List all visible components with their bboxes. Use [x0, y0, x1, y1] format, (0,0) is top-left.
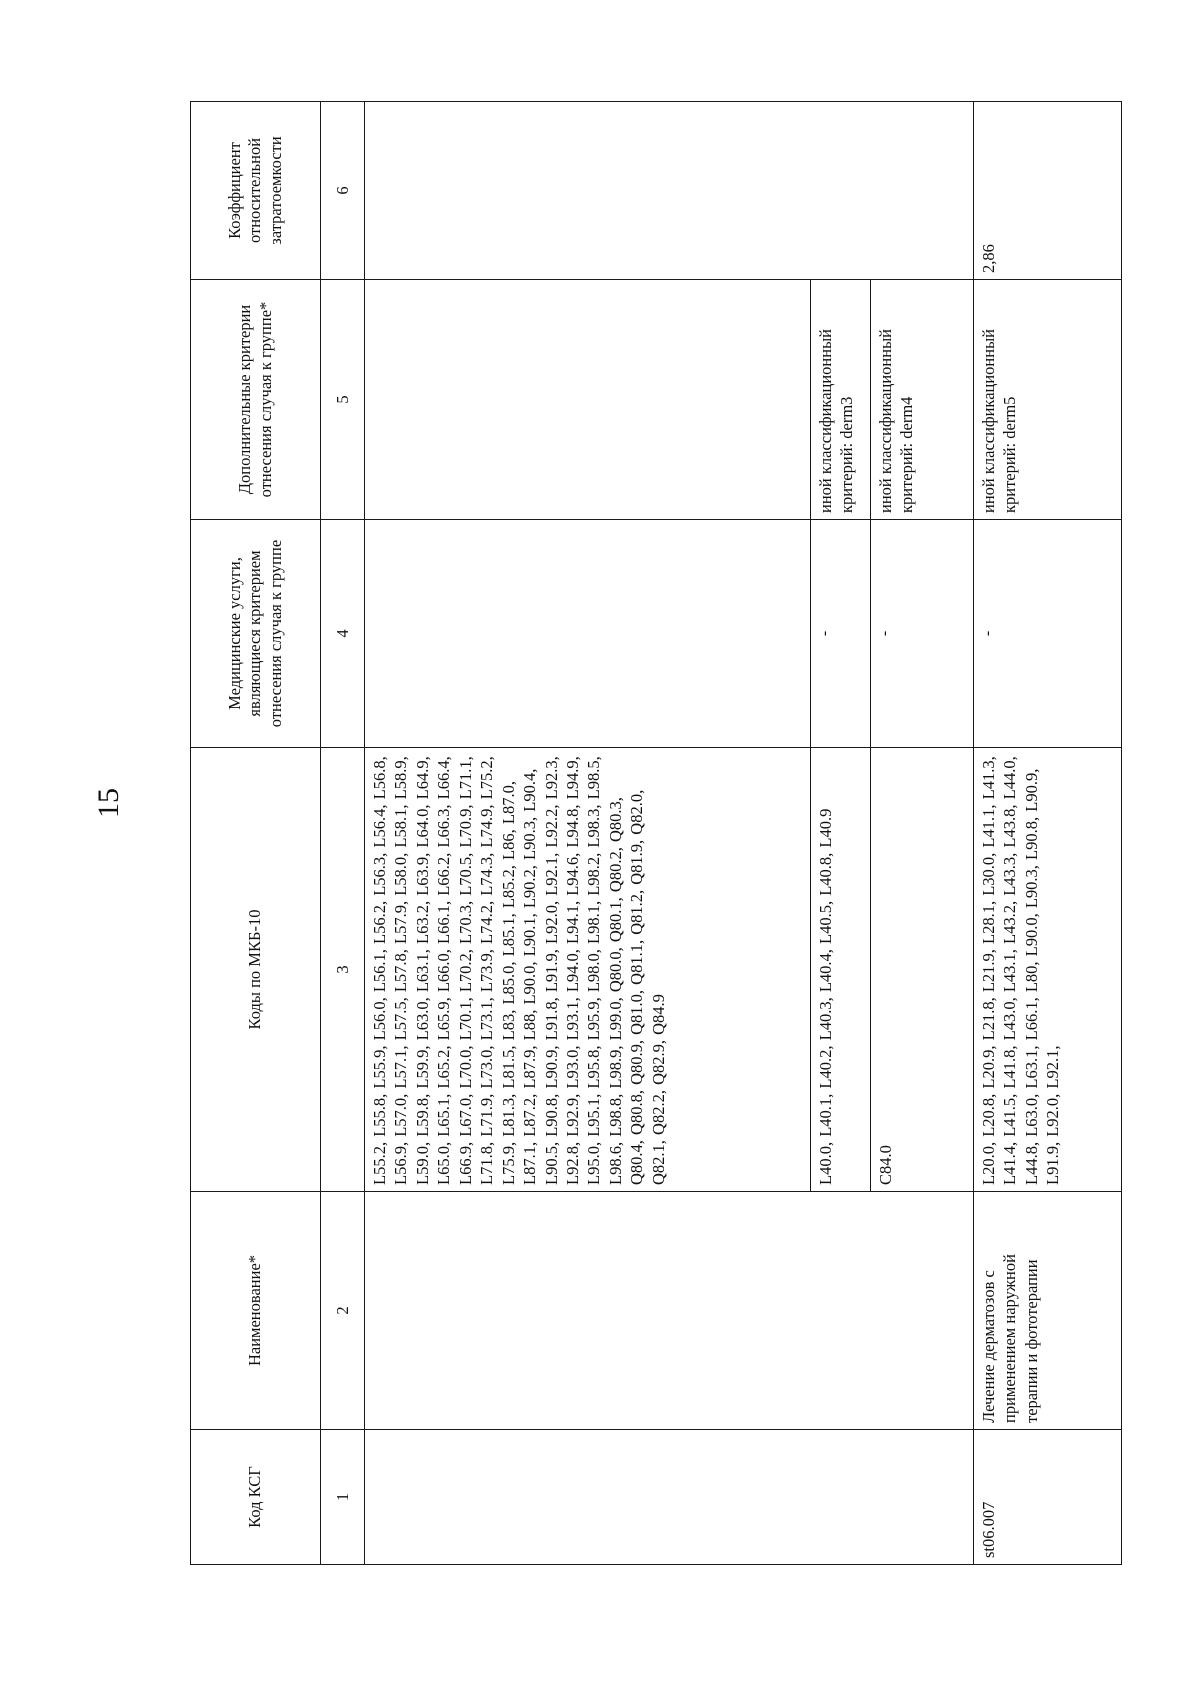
header-additional-criteria: Дополнительные критерии отнесения случая к группе*	[191, 280, 321, 520]
table-row	[974, 102, 1122, 1565]
header-ksg-code: Код КСГ	[191, 1430, 321, 1565]
ksg-code-cell	[365, 1430, 974, 1565]
column-number: 3	[321, 748, 365, 1192]
services-cell: -	[974, 520, 1122, 748]
rotated-table-wrapper	[190, 102, 1121, 1565]
ksg-table	[190, 101, 1122, 1565]
services-cell	[365, 520, 811, 748]
column-number: 1	[321, 1430, 365, 1565]
coefficient-cell	[365, 102, 974, 280]
column-number: 4	[321, 520, 365, 748]
icd-codes-cell: L55.2, L55.8, L55.9, L56.0, L56.1, L56.2, L56.3, L56.4, L56.8, L56.9, L57.0, L57.1, L57.5, L57.8, L57.9, L58.0, L58.1, L58.9, L59.0, L59.8, L59.9, L63.0, L63.1, L63.2, L63.9, L64.0, L64.9, L65.0, L65.1, L65.2, L65.9, L66.0, L66.1, L66.2, L66.3, L66.4, L66.9, L67.0, L70.0, L70.1, L70.2, L70.3, L70.5, L70.9, L71.1, L71.8, L71.9, L73.0, L73.1, L73.9, L74.2, L74.3, L74.9, L75.2, L75.9, L81.3, L81.5, L83, L85.0, L85.1, L85.2, L86, L87.0, L87.1, L87.2, L87.9, L88, L90.0, L90.1, L90.2, L90.3, L90.4, L90.5, L90.8, L90.9, L91.8, L91.9, L92.0, L92.1, L92.2, L92.3, L92.8, L92.9, L93.0, L93.1, L94.0, L94.1, L94.6, L94.8, L94.9, L95.0, L95.1, L95.8, L95.9, L98.0, L98.1, L98.2, L98.3, L98.5, L98.6, L98.8, L98.9, L99.0, Q80.0, Q80.1, Q80.2, Q80.3, Q80.4, Q80.8, Q80.9, Q81.0, Q81.1, Q81.2, Q81.9, Q82.0, Q82.1, Q82.2, Q82.9, Q84.9	[365, 748, 811, 1192]
services-cell: -	[811, 520, 871, 748]
icd-codes-cell: L40.0, L40.1, L40.2, L40.3, L40.4, L40.5, L40.8, L40.9	[811, 748, 871, 1192]
column-number: 2	[321, 1192, 365, 1430]
name-cell	[365, 1192, 974, 1430]
header-coefficient: Коэффициент относительной затратоемкости	[191, 102, 321, 280]
header-name: Наименование*	[191, 1192, 321, 1430]
icd-codes-cell: L20.0, L20.8, L20.9, L21.8, L21.9, L28.1, L30.0, L41.1, L41.3, L41.4, L41.5, L41.8, L43.0, L43.1, L43.2, L43.3, L43.8, L44.0, L44.8, L63.0, L63.1, L66.1, L80, L90.0, L90.3, L90.8, L90.9, L91.9, L92.0, L92.1,	[974, 748, 1122, 1192]
page-number: 15	[92, 788, 125, 818]
criteria-cell: иной классификационный критерий: derm4	[871, 280, 974, 520]
coefficient-cell: 2,86	[974, 102, 1122, 280]
table-row	[365, 102, 811, 1565]
header-medical-services: Медицинские услуги, являющиеся критерием отнесения случая к группе	[191, 520, 321, 748]
criteria-cell: иной классификационный критерий: derm5	[974, 280, 1122, 520]
header-row	[191, 102, 321, 1565]
column-number: 6	[321, 102, 365, 280]
icd-codes-cell: C84.0	[871, 748, 974, 1192]
ksg-code-cell: st06.007	[974, 1430, 1122, 1565]
column-numbers-row	[321, 102, 365, 1565]
column-number: 5	[321, 280, 365, 520]
criteria-cell	[365, 280, 811, 520]
name-cell: Лечение дерматозов с применением наружной терапии и фототерапии	[974, 1192, 1122, 1430]
header-icd-codes: Коды по МКБ-10	[191, 748, 321, 1192]
services-cell: -	[871, 520, 974, 748]
criteria-cell: иной классификационный критерий: derm3	[811, 280, 871, 520]
